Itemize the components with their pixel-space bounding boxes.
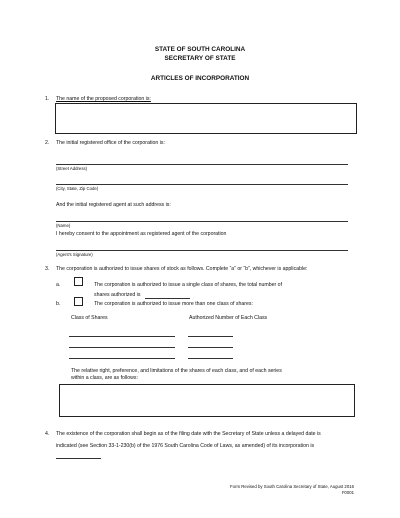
- class-of-shares-header: Class of Shares: [71, 315, 108, 321]
- item3-number: 3.: [45, 266, 50, 272]
- authorized-number-field-2[interactable]: [188, 347, 233, 348]
- city-state-zip-field[interactable]: [56, 184, 348, 185]
- class-rights-field[interactable]: [59, 384, 355, 417]
- authorized-number-field-3[interactable]: [188, 358, 233, 359]
- agent-name-field[interactable]: [56, 221, 348, 222]
- delayed-date-field[interactable]: [56, 458, 101, 459]
- option-b-text: The corporation is authorized to issue more than one class of shares:: [94, 301, 253, 307]
- class-of-shares-field-2[interactable]: [69, 347, 175, 348]
- form-title: ARTICLES OF INCORPORATION: [150, 75, 250, 82]
- state-heading: STATE OF SOUTH CAROLINA: [154, 46, 246, 53]
- agent-signature-field[interactable]: [56, 250, 348, 251]
- street-address-label: (Street Address): [56, 166, 88, 171]
- authorized-number-header: Authorized Number of Each Class: [189, 315, 268, 321]
- total-shares-field[interactable]: [145, 298, 190, 299]
- item1-label: The name of the proposed corporation is:: [56, 96, 151, 102]
- item1-number: 1.: [45, 96, 50, 102]
- agent-consent-text: I hereby consent to the appointment as registered agent of the corporation: [56, 231, 227, 237]
- form-code: F0001: [341, 490, 354, 495]
- item2-number: 2.: [45, 140, 50, 146]
- option-a-shares-text: shares authorized is: [94, 292, 141, 298]
- rights-text-line1: The relative right, preference, and limitations of the shares of each class, and of each series: [71, 368, 282, 374]
- agent-signature-label: (Agent’s Signature): [56, 252, 93, 257]
- item4-number: 4.: [45, 431, 50, 437]
- form-revised-note: Form Revised by South Carolina Secretary of State, August 2016: [230, 484, 354, 489]
- authorized-number-field-1[interactable]: [188, 336, 233, 337]
- option-a-text: The corporation is authorized to issue a single class of shares, the total number of: [94, 282, 283, 288]
- office-heading: SECRETARY OF STATE: [164, 55, 236, 62]
- agent-name-label: (Name): [56, 223, 71, 228]
- item3-label: The corporation is authorized to issue shares of stock as follows. Complete “a” or “b”, whichever is applicable:: [56, 266, 308, 272]
- option-b-letter: b.: [56, 301, 61, 307]
- street-address-field[interactable]: [56, 164, 348, 165]
- city-state-zip-label: (City, State, Zip Code): [56, 186, 99, 191]
- item4-text-line2: indicated (see Section 33-1-230(b) of the 1976 South Carolina Code of Laws, as amended) of its incorporation is: [56, 443, 315, 449]
- option-a-letter: a.: [56, 282, 61, 288]
- option-b-checkbox[interactable]: [74, 297, 83, 306]
- corporation-name-field[interactable]: [55, 103, 357, 134]
- class-of-shares-field-3[interactable]: [69, 358, 175, 359]
- item4-text-line1: The existence of the corporation shall begin as of the filing date with the Secretary of State unless a delayed date is: [56, 431, 321, 437]
- item2-label: The initial registered office of the corporation is:: [56, 140, 165, 146]
- rights-text-line2: within a class, are as follows:: [71, 375, 138, 381]
- class-of-shares-field-1[interactable]: [69, 336, 175, 337]
- option-a-checkbox[interactable]: [74, 277, 83, 286]
- registered-agent-text: And the initial registered agent at such address is:: [56, 202, 171, 208]
